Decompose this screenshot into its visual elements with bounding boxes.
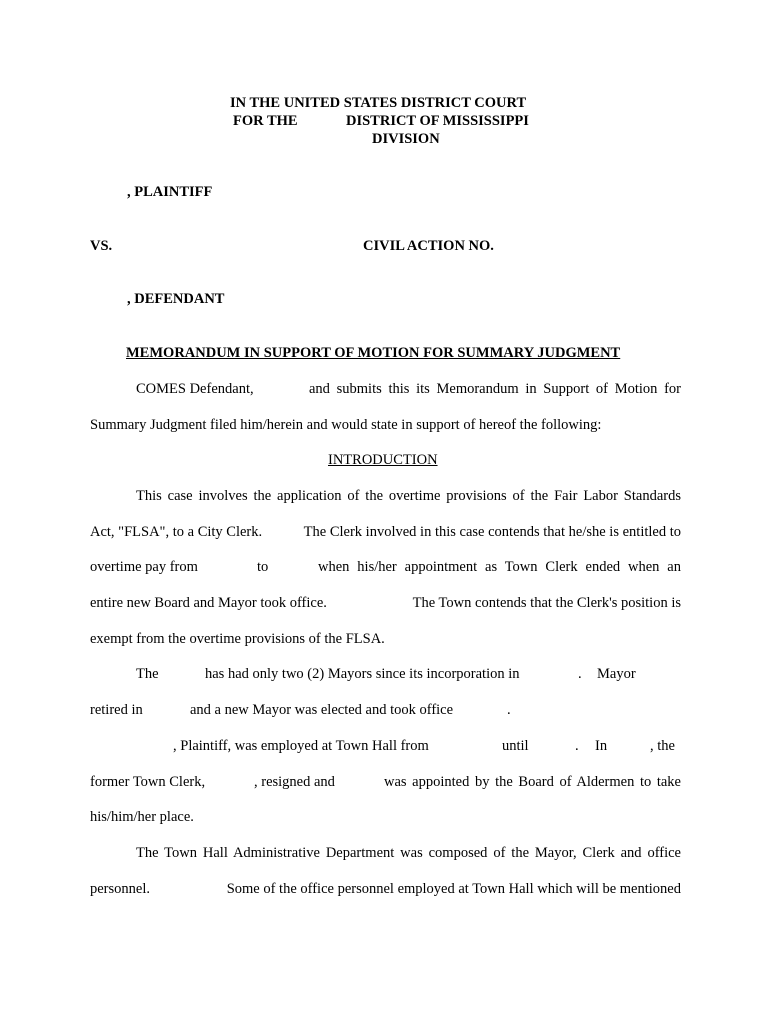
p2-line2-b: The Clerk involved in this case contends that he/she is entitled to — [303, 524, 681, 540]
p4-line1-d: In — [595, 738, 608, 754]
p4-line2-a: former Town Clerk, — [90, 774, 206, 790]
p4-line1-a: , Plaintiff, was employed at Town Hall from — [173, 738, 429, 754]
p2-line5: exempt from the overtime provisions of the FLSA. — [90, 631, 385, 647]
p3-line2-b: and a new Mayor was elected and took office — [190, 702, 454, 718]
p4-line1-b: until — [502, 738, 529, 754]
court-for-the: FOR THE — [233, 113, 298, 129]
p4-line2-c: was appointed by the Board of Aldermen to take — [384, 774, 681, 790]
p1-line2: Summary Judgment filed him/herein and would state in support of hereof the following: — [90, 417, 602, 433]
defendant-label: , DEFENDANT — [127, 291, 225, 307]
court-division: DIVISION — [372, 131, 440, 147]
p5-line1: The Town Hall Administrative Department was composed of the Mayor, Clerk and office — [136, 845, 681, 861]
p1-line1-b: and submits this its Memorandum in Support of Motion for — [309, 381, 681, 397]
p2-line3-c: when his/her appointment as Town Clerk ended when an — [318, 559, 681, 575]
p3-line1-d: Mayor — [597, 666, 636, 682]
p2-line2-a: Act, "FLSA", to a City Clerk. — [90, 524, 263, 540]
court-title: IN THE UNITED STATES DISTRICT COURT — [230, 95, 527, 111]
p2-line4 — [90, 596, 681, 611]
p2-line4-b: The Town contends that the Clerk's position is — [412, 595, 681, 611]
p2-line2 — [90, 525, 681, 540]
p4-line1-e: , the — [650, 738, 675, 754]
p3-line1-a: The — [136, 666, 159, 682]
introduction-heading: INTRODUCTION — [328, 452, 438, 468]
p4-line3: his/him/her place. — [90, 809, 194, 825]
p2-line1: This case involves the application of the overtime provisions of the Fair Labor Standards — [136, 488, 681, 504]
p1-line1-a: COMES Defendant, — [136, 381, 254, 397]
plaintiff-label: , PLAINTIFF — [127, 184, 213, 200]
p2-line4-a: entire new Board and Mayor took office. — [90, 595, 327, 611]
p4-line1-c: . — [575, 738, 579, 754]
versus-label: VS. — [90, 238, 113, 254]
memorandum-title: MEMORANDUM IN SUPPORT OF MOTION FOR SUMMARY JUDGMENT — [126, 345, 621, 361]
p2-line3-b: to — [257, 559, 269, 575]
p2-line3-a: overtime pay from — [90, 559, 198, 575]
p5-line2 — [90, 882, 681, 897]
p5-line2-b: Some of the office personnel employed at Town Hall which will be mentioned — [226, 881, 681, 897]
p4-line2-b: , resigned and — [254, 774, 335, 790]
p3-line2-a: retired in — [90, 702, 143, 718]
p3-line1-c: . — [578, 666, 582, 682]
p3-line1-b: has had only two (2) Mayors since its incorporation in — [205, 666, 520, 682]
court-district: DISTRICT OF MISSISSIPPI — [346, 113, 529, 129]
p5-line2-a: personnel. — [90, 881, 150, 897]
civil-action-label: CIVIL ACTION NO. — [363, 238, 494, 254]
p3-line2-c: . — [507, 702, 511, 718]
